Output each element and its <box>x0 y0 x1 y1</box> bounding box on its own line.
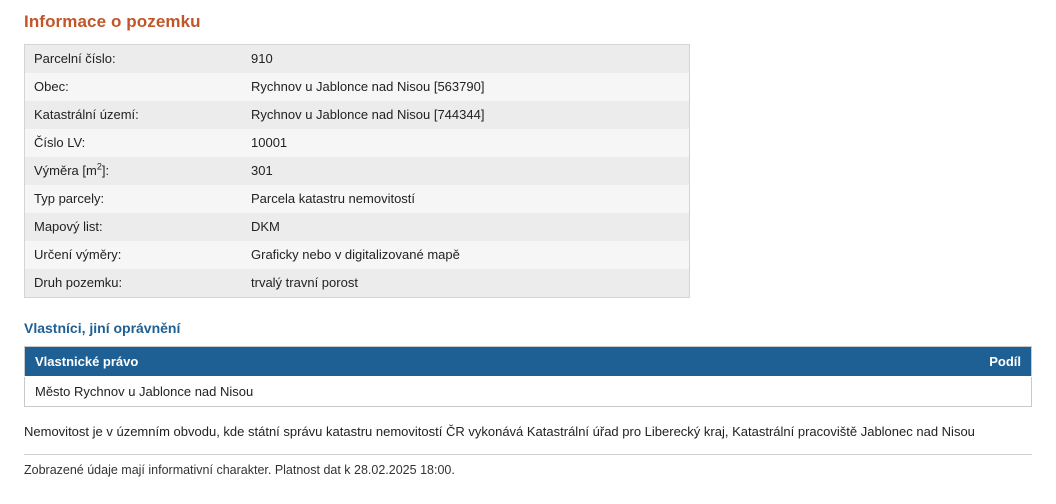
row-value: trvalý travní porost <box>251 275 358 290</box>
row-value: Parcela katastru nemovitostí <box>251 191 416 206</box>
owners-table <box>24 346 1032 407</box>
table-row <box>25 377 1032 407</box>
parcel-info-body <box>25 45 690 298</box>
row-value: 10001 <box>251 135 288 150</box>
row-label: Druh pozemku: <box>34 275 123 290</box>
row-label: Katastrální území: <box>34 107 139 122</box>
row-label: Číslo LV: <box>34 135 86 150</box>
owners-header-right: Vlastnické právo <box>25 347 892 377</box>
owners-header-share: Podíl <box>891 347 1032 377</box>
row-value: 910 <box>251 51 273 66</box>
table-row <box>25 129 690 157</box>
table-row <box>25 73 690 101</box>
row-value: Graficky nebo v digitalizované mapě <box>251 247 460 262</box>
row-label: Mapový list: <box>34 219 103 234</box>
validity-footnote: Zobrazené údaje mají informativní charakter. Platnost dat k 28.02.2025 18:00. <box>24 463 455 477</box>
row-value: 301 <box>251 163 273 178</box>
page-title: Informace o pozemku <box>24 12 201 31</box>
row-label: Obec: <box>34 79 69 94</box>
area-label-pre: Výměra [m <box>34 163 97 178</box>
row-label: Parcelní číslo: <box>34 51 116 66</box>
authority-note: Nemovitost je v územním obvodu, kde státní správu katastru nemovitostí ČR vykonává Katastrální úřad pro Liberecký kraj, Katastrální pracoviště Jablonec nad Nisou <box>24 424 975 439</box>
table-row <box>25 241 690 269</box>
area-label-post: ]: <box>101 163 110 178</box>
table-row <box>25 269 690 298</box>
table-row <box>25 157 690 185</box>
owners-table-body <box>25 377 1032 407</box>
row-label-area <box>25 157 243 185</box>
parcel-info-table <box>24 44 690 298</box>
row-value: DKM <box>251 219 280 234</box>
table-row <box>25 185 690 213</box>
row-label: Typ parcely: <box>34 191 105 206</box>
table-row <box>25 101 690 129</box>
area-label-exponent: 2 <box>96 161 102 172</box>
row-value: Rychnov u Jablonce nad Nisou [563790] <box>251 79 485 94</box>
owner-name: Město Rychnov u Jablonce nad Nisou <box>25 377 892 407</box>
owner-share <box>891 377 1032 407</box>
table-row <box>25 45 690 74</box>
owners-header-row <box>25 347 1032 377</box>
table-row <box>25 213 690 241</box>
row-label: Určení výměry: <box>34 247 122 262</box>
footer-divider <box>24 454 1032 455</box>
owners-section-title: Vlastníci, jiní oprávnění <box>24 320 181 336</box>
row-value: Rychnov u Jablonce nad Nisou [744344] <box>251 107 485 122</box>
owners-table-head <box>25 347 1032 377</box>
